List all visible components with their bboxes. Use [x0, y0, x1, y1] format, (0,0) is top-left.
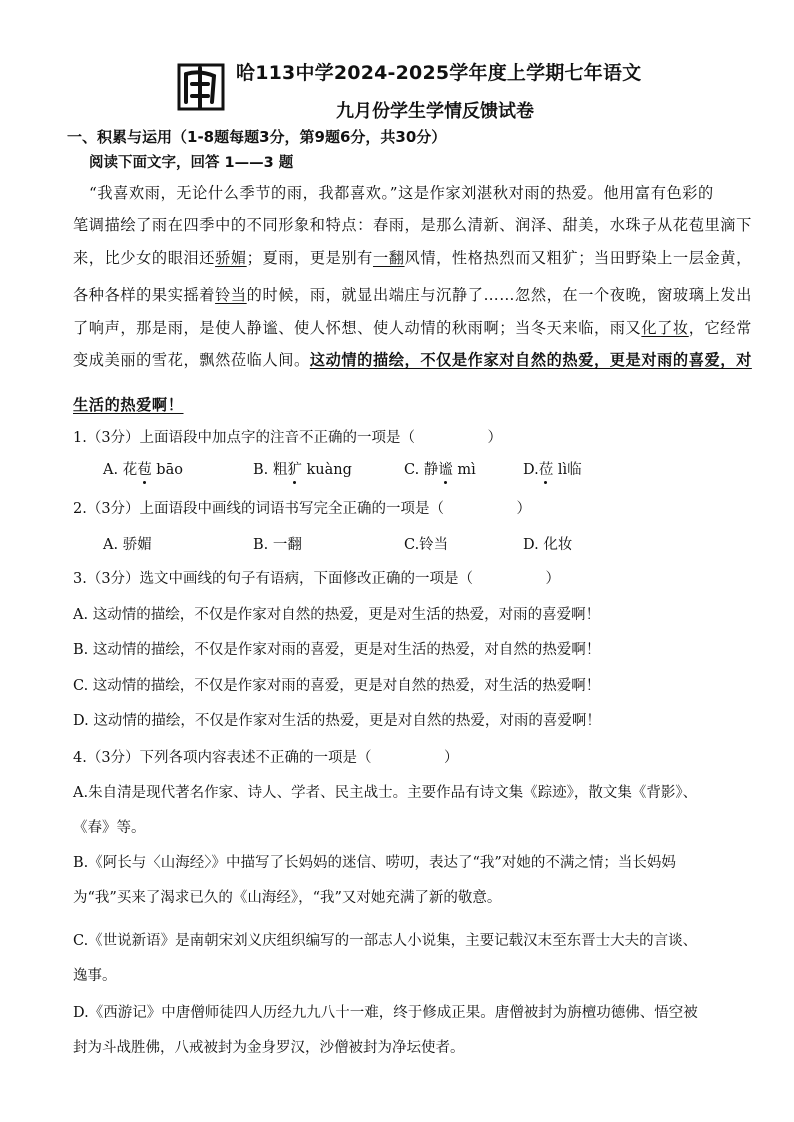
- passage-line-3: [73, 248, 752, 268]
- passage-text: 变成美丽的雪花，飘然莅临人间。: [73, 351, 310, 369]
- q1-option-c[interactable]: [404, 460, 476, 480]
- passage-line-4: [73, 285, 752, 305]
- school-logo-icon: [176, 62, 226, 112]
- q2-option-d[interactable]: D. 化妆: [523, 537, 573, 553]
- q4-option-a-line2: 《春》等。: [73, 820, 146, 836]
- q4-option-a-line1[interactable]: A.朱自清是现代著名作家、诗人、学者、民主战士。主要作品有诗文集《踪迹》，散文集《背影》、: [73, 785, 698, 801]
- passage-line-7: [73, 395, 184, 415]
- option-pinyin: bāo: [151, 462, 183, 478]
- q4-option-d-line2: 封为斗战胜佛，八戒被封为金身罗汉，沙僧被封为净坛使者。: [73, 1040, 465, 1056]
- question-4-stem: 4.（3分）下列各项内容表述不正确的一项是（ ）: [73, 750, 459, 766]
- q2-option-c[interactable]: C.铃当: [404, 537, 449, 553]
- q4-option-d-line1[interactable]: D.《西游记》中唐僧师徒四人历经九九八十一难，终于修成正果。唐僧被封为旃檀功德佛、悟空被: [73, 1005, 698, 1021]
- q3-option-d[interactable]: D. 这动情的描绘，不仅是作家对生活的热爱，更是对自然的热爱，对雨的喜爱啊！: [73, 713, 601, 729]
- option-text: B. 粗: [253, 462, 288, 478]
- passage-line-2: 笔调描绘了雨在四季中的不同形象和特点：春雨，是那么清新、润泽、甜美，水珠子从花苞里滴下: [73, 216, 752, 234]
- underlined-word: 骄媚: [215, 249, 247, 267]
- underlined-word: 一翻: [372, 249, 405, 267]
- passage-text: 了响声，那是雨，是使人静谧、使人怀想、使人动情的秋雨啊；当冬天来临，雨又: [73, 319, 642, 337]
- q2-option-b[interactable]: B. 一翻: [253, 537, 302, 553]
- passage-line-6: [73, 350, 752, 370]
- question-3-stem: 3.（3分）选文中画线的句子有语病，下面修改正确的一项是（ ）: [73, 571, 561, 587]
- q2-option-a[interactable]: A. 骄媚: [103, 537, 152, 553]
- logo-text: 中: [200, 95, 202, 96]
- q4-option-c-line1[interactable]: C.《世说新语》是南朝宋刘义庆组织编写的一部志人小说集，主要记载汉末至东晋士大夫的言谈、: [73, 933, 698, 949]
- option-pinyin: kuàng: [301, 462, 352, 478]
- dotted-char: 苞: [137, 462, 152, 478]
- dotted-char: 犷: [287, 462, 302, 478]
- option-text: C. 静: [404, 462, 439, 478]
- underlined-word: 化了妆: [641, 319, 689, 337]
- q4-option-b-line1[interactable]: B.《阿长与〈山海经〉》中描写了长妈妈的迷信、唠叨，表达了“我”对她的不满之情；当长妈妈: [73, 855, 676, 871]
- option-pinyin: lì临: [553, 462, 582, 478]
- dotted-char: 莅: [538, 462, 554, 478]
- reading-instruction: 阅读下面文字，回答 1——3 题: [89, 155, 294, 171]
- passage-text: 来，比少女的眼泪还: [73, 249, 216, 267]
- option-text: A. 花: [103, 462, 138, 478]
- q4-option-c-line2: 逸事。: [73, 968, 117, 984]
- q1-option-a[interactable]: [103, 460, 183, 480]
- q3-option-b[interactable]: B. 这动情的描绘，不仅是作家对雨的喜爱，更是对生活的热爱，对自然的热爱啊！: [73, 642, 601, 658]
- q1-option-b[interactable]: [253, 460, 352, 480]
- option-pinyin: mì: [452, 462, 476, 478]
- option-text: D.: [523, 462, 539, 478]
- passage-text: 风情，性格热烈而又粗犷；当田野染上一层金黄，: [404, 249, 752, 267]
- passage-text: 各种各样的果实摇着: [73, 286, 216, 304]
- q3-option-a[interactable]: A. 这动情的描绘，不仅是作家对自然的热爱，更是对生活的热爱，对雨的喜爱啊！: [73, 607, 601, 623]
- passage-text: 的时候，雨，就显出端庄与沉静了……忽然，在一个夜晚，窗玻璃上发出: [246, 286, 752, 304]
- passage-text: ；夏雨，更是别有: [246, 249, 373, 267]
- question-2-stem: 2.（3分）上面语段中画线的词语书写完全正确的一项是（ ）: [73, 501, 532, 517]
- section-heading: 一、积累与运用（1-8题每题3分，第9题6分，共30分）: [67, 128, 447, 146]
- underlined-sentence: 这动情的描绘，不仅是作家对自然的热爱，更是对雨的喜爱，对: [309, 351, 752, 369]
- q3-option-c[interactable]: C. 这动情的描绘，不仅是作家对雨的喜爱，更是对自然的热爱，对生活的热爱啊！: [73, 678, 601, 694]
- dotted-char: 谧: [438, 462, 453, 478]
- question-1-stem: 1.（3分）上面语段中加点字的注音不正确的一项是（ ）: [73, 430, 503, 446]
- underlined-word: 铃当: [215, 286, 247, 304]
- passage-text: ，它经常: [688, 319, 752, 337]
- exam-subtitle: 九月份学生学情反馈试卷: [336, 101, 534, 122]
- q4-option-b-line2: 为“我”买来了渴求已久的《山海经》，“我”又对她充满了新的敬意。: [73, 890, 502, 906]
- underlined-sentence: 生活的热爱啊！: [73, 396, 184, 414]
- passage-line-1: “我喜欢雨，无论什么季节的雨，我都喜欢。”这是作家刘湛秋对雨的热爱。他用富有色彩的: [89, 184, 714, 202]
- q1-option-d[interactable]: [523, 460, 582, 480]
- passage-line-5: [73, 318, 752, 338]
- exam-title: 哈113中学2024-2025学年度上学期七年语文: [236, 62, 642, 84]
